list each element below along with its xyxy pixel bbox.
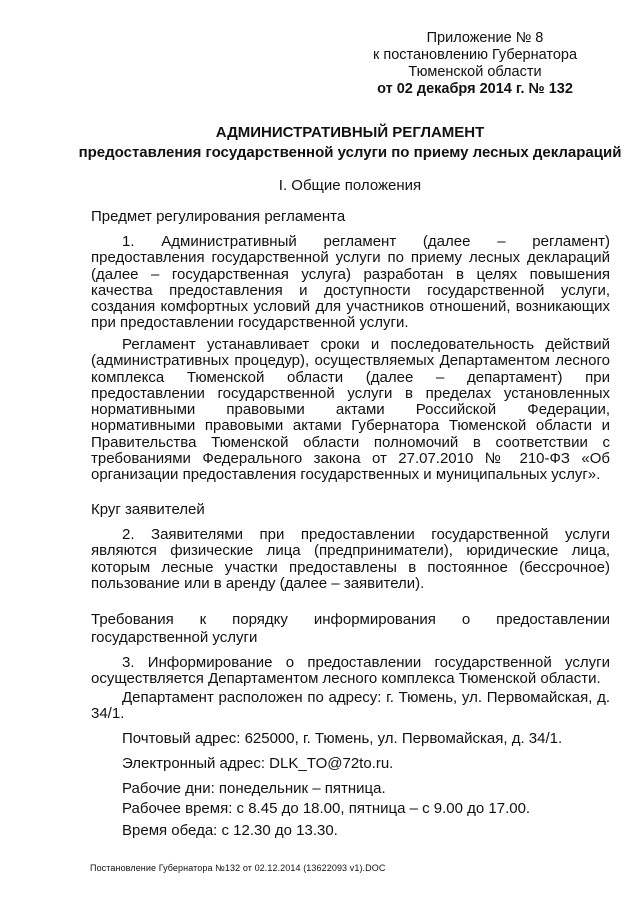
paragraph-2: Регламент устанавливает сроки и последовательность действий (административных процедур), осуществляемых Департаментом лесного комплекса Тюменской области (далее – департамент) при предоставлении государственной услуги в пределах установленных нормативными правовыми актами Российской Федерации, нормативными правовыми актами Губернатора Тюменской области и Правительства Тюменской области полномочий в соответствии с требованиями Федерального закона от 27.07.2010 № 210-ФЗ «Об организации предоставления государственных и муниципальных услуг». [91, 336, 610, 484]
document-subtitle: предоставления государственной услуги по приему лесных деклараций [78, 144, 622, 161]
attachment-header [360, 30, 590, 98]
lunch-time: Время обеда: с 12.30 до 13.30. [122, 822, 338, 839]
attachment-number: Приложение № 8 [426, 30, 544, 46]
paragraph-5: Департамент расположен по адресу: г. Тюмень, ул. Первомайская, д. 34/1. [91, 689, 610, 723]
paragraph-3: 2. Заявителями при предоставлении государственной услуги являются физические лица (предприниматели), юридические лица, которым лесные участки предоставлены в постоянное (бессрочное) пользование или в аренду (далее – заявители). [91, 526, 610, 592]
document-title: АДМИНИСТРАТИВНЫЙ РЕГЛАМЕНТ [215, 124, 485, 141]
attachment-region: Тюменской области [408, 64, 542, 80]
applicants-heading: Круг заявителей [91, 501, 205, 518]
paragraph-1: 1. Административный регламент (далее – регламент) предоставления государственной услуги по приему лесных деклараций (далее – государственная услуга) разработан в целях повышения качества предоставления и доступности государственной услуги, создания комфортных условий для участников отношений, возникающих при предоставлении государственной услуги. [91, 233, 610, 332]
work-days: Рабочие дни: понедельник – пятница. [122, 780, 386, 797]
postal-address: Почтовый адрес: 625000, г. Тюмень, ул. Первомайская, д. 34/1. [122, 730, 563, 747]
section-heading: I. Общие положения [278, 177, 422, 194]
paragraph-4: 3. Информирование о предоставлении государственной услуги осуществляется Департаментом лесного комплекса Тюменской области. [91, 654, 610, 688]
email-address: Электронный адрес: DLK_TO@72to.ru. [122, 755, 394, 772]
subject-heading: Предмет регулирования регламента [91, 208, 346, 225]
attachment-date: от 02 декабря 2014 г. № 132 [377, 81, 573, 97]
info-heading: Требования к порядку информирования о предоставлении государственной услуги [91, 611, 610, 646]
work-hours: Рабочее время: с 8.45 до 18.00, пятница – с 9.00 до 17.00. [122, 800, 531, 817]
attachment-reference: к постановлению Губернатора [372, 47, 578, 63]
document-footer: Постановление Губернатора №132 от 02.12.2014 (13622093 v1).DOC [90, 863, 386, 873]
